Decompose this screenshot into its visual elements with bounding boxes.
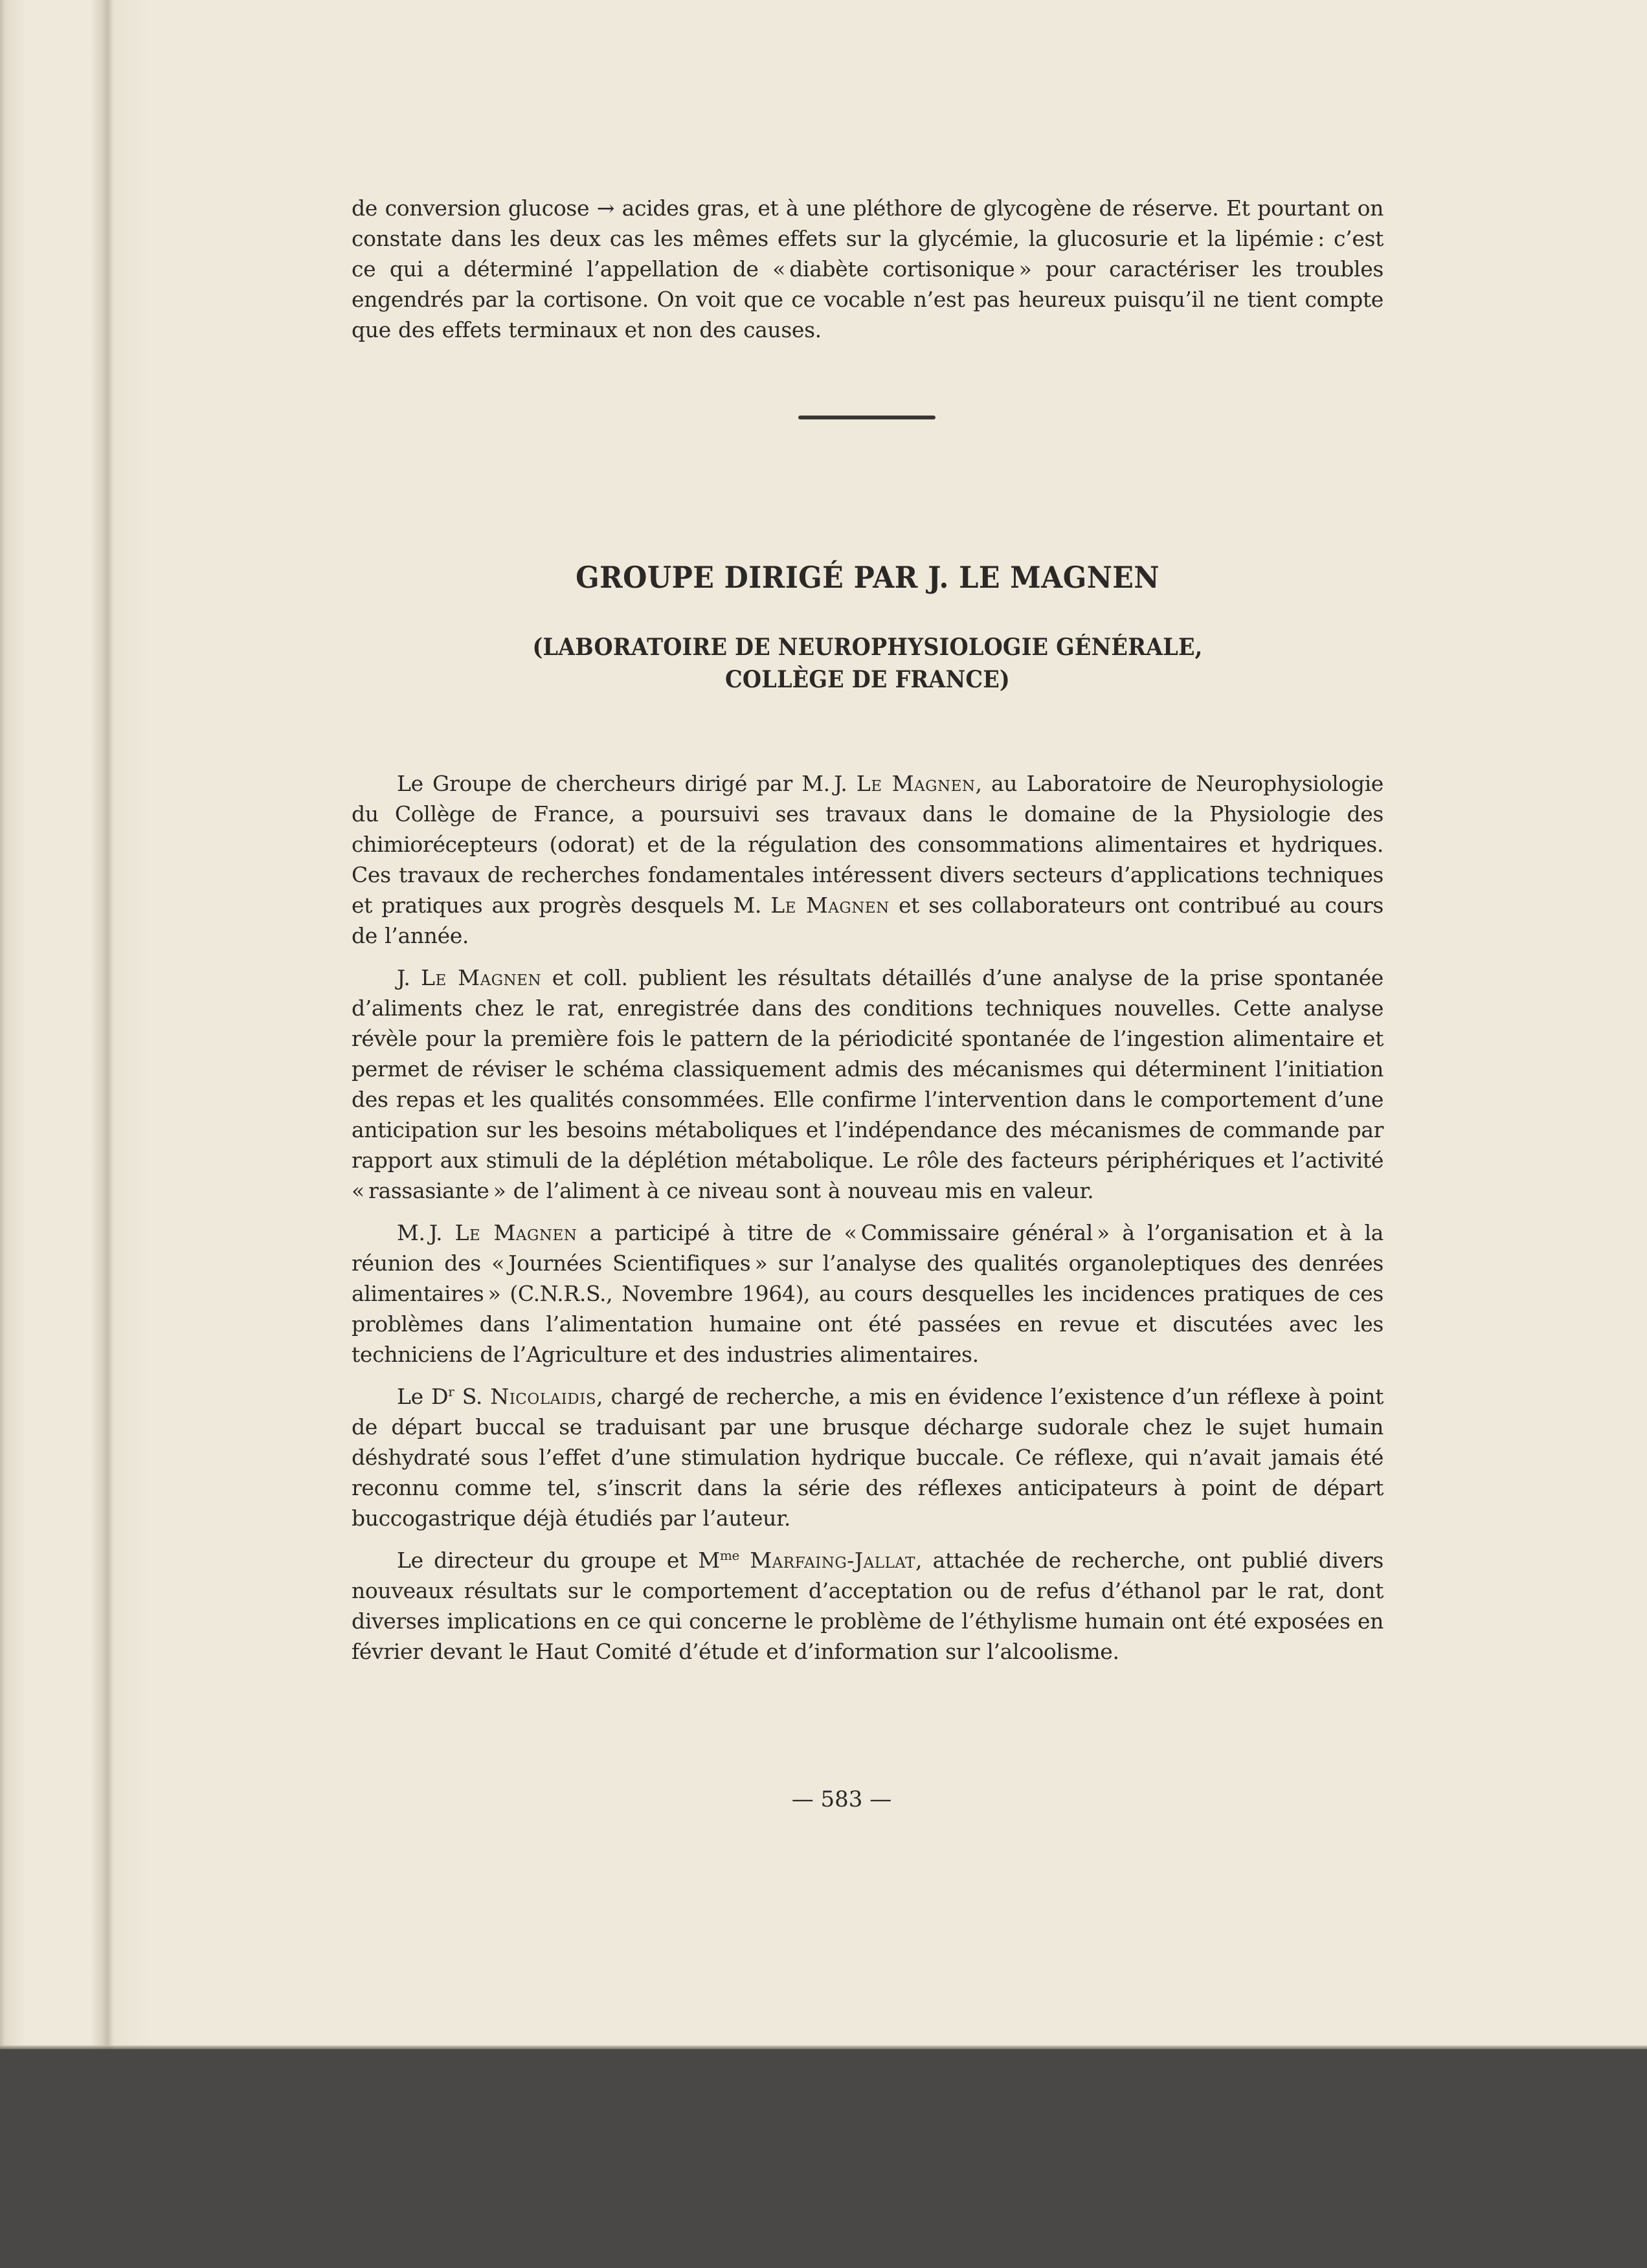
paragraph-4 xyxy=(352,1381,1384,1533)
text-run: , attachée de recherche, ont publié divers nouveaux résultats sur le comportement d’acceptation ou de refus d’éthanol par le rat, dont diverses implications en ce qui concerne le problème de l’éthylisme humain ont été exposées en février devant le Haut Comité d’étude et d’information sur l’alcoolisme. xyxy=(352,1548,1384,1664)
text-run: S. xyxy=(454,1384,491,1409)
text-run: Le directeur du groupe et M xyxy=(397,1548,720,1573)
section-subtitle xyxy=(388,631,1347,696)
text-run: , au Laboratoire de Neurophysiologie du Collège de France, a poursuivi ses travaux dans le domaine de la Physiologie des chimiorécepteurs (odorat) et de la régulation des consommations alimentaires et hydriques. Ces travaux de recherches fondamentales intéressent divers secteurs d’applications techniques et pratiques aux progrès desquels M. xyxy=(352,771,1384,918)
text-run: Le D xyxy=(397,1384,449,1409)
person-name: Le Magnen xyxy=(454,1220,577,1245)
paragraph-5 xyxy=(352,1545,1384,1667)
section-title: GROUPE DIRIGÉ PAR J. LE MAGNEN xyxy=(576,560,1160,595)
person-name: Nicolaidis xyxy=(490,1384,596,1409)
text-run: J. xyxy=(397,965,421,990)
section-subtitle-line-1: (LABORATOIRE DE NEUROPHYSIOLOGIE GÉNÉRALE, xyxy=(532,634,1203,661)
text-column-top xyxy=(352,193,1384,357)
section-subtitle-line-2: COLLÈGE DE FRANCE) xyxy=(725,666,1010,693)
text-run xyxy=(739,1548,750,1573)
text-run: et ses collaborateurs ont contribué au cours de l’année. xyxy=(352,893,1384,948)
text-run: et coll. publient les résultats détaillés d’une analyse de la prise spontanée d’aliments chez le rat, enregistrée dans des conditions techniques nouvelles. Cette analyse révèle pour la première fois le pattern de la périodicité spontanée de l’ingestion alimentaire et permet de réviser le schéma classiquement admis des mécanismes qui déterminent l’initiation des repas et les qualités consommées. Elle confirme l’intervention dans le comportement d’une anticipation sur les besoins métaboliques et l’indépendance des mécanismes de commande par rapport aux stimuli de la déplétion métabolique. Le rôle des facteurs périphériques et l’activité « rassasiante » de l’aliment à ce niveau sont à nouveau mis en valeur. xyxy=(352,965,1384,1203)
section-divider-rule xyxy=(798,416,936,419)
section-body xyxy=(352,768,1384,1678)
paragraph-1 xyxy=(352,768,1384,951)
paragraph-2 xyxy=(352,962,1384,1206)
continued-paragraph: de conversion glucose → acides gras, et à une pléthore de glycogène de réserve. Et pourtant on constate dans les deux cas les mêmes effets sur la glycémie, la glucosurie et la lipémie : c’est ce qui a déterminé l’appellation de « diabète cortisonique » pour caractériser les troubles engendrés par la cortisone. On voit que ce vocable n’est pas heureux puisqu’il ne tient compte que des effets terminaux et non des causes. xyxy=(352,195,1384,342)
person-name: Le Magnen xyxy=(770,893,890,918)
superscript: r xyxy=(448,1384,454,1399)
person-name: Le Magnen xyxy=(421,965,542,990)
person-name: Le Magnen xyxy=(856,771,976,796)
page-number: — 583 — xyxy=(791,1786,892,1812)
text-run: Le Groupe de chercheurs dirigé par M. J. xyxy=(397,771,857,796)
person-name: Marfaing-Jallat xyxy=(750,1548,915,1573)
superscript: me xyxy=(719,1548,739,1563)
scanner-background xyxy=(0,2049,1647,2268)
paragraph-3 xyxy=(352,1217,1384,1370)
text-run: a participé à titre de « Commissaire général » à l’organisation et à la réunion des « Journées Scientifiques » sur l’analyse des qualités organoleptiques des denrées alimentaires » (C.N.R.S., Novembre 1964), au cours desquelles les incidences pratiques de ces problèmes dans l’alimentation humaine ont été passées en revue et discutées avec les techniciens de l’Agriculture et des industries alimentaires. xyxy=(352,1220,1384,1367)
text-run: M. J. xyxy=(397,1220,455,1245)
text-run: , chargé de recherche, a mis en évidence l’existence d’un réflexe à point de départ buccal se traduisant par une brusque décharge sudorale chez le sujet humain déshydraté sous l’effet d’une stimulation hydrique buccale. Ce réflexe, qui n’avait jamais été reconnu comme tel, s’inscrit dans la série des réflexes anticipateurs à point de départ buccogastrique déjà étudiés par l’auteur. xyxy=(352,1384,1384,1531)
